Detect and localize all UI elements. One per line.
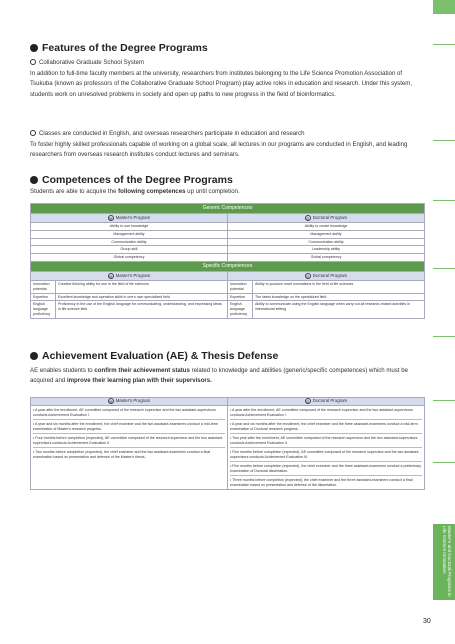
side-divider bbox=[433, 336, 455, 337]
features-paragraph-2: To foster highly skilled professionals capable of working on a global scale, all lectures in our programs are conducted in English, and leading researchers from overseas research institutes conduct lectures and seminars. bbox=[30, 141, 408, 159]
competences-table bbox=[30, 203, 425, 319]
section-achievement-title: Achievement Evaluation (AE) & Thesis Defense bbox=[30, 350, 278, 362]
side-divider bbox=[433, 44, 455, 45]
list-item: • Three months before completion (expected), the chief examiner and the three assistant-examiners conduct a final examination based on presentation and defense of the dissertation. bbox=[230, 477, 413, 487]
page-number: 30 bbox=[423, 618, 431, 625]
masters-evaluation-list bbox=[31, 406, 228, 490]
circle-bullet-icon bbox=[30, 59, 36, 65]
doctoral-header: D Doctoral Program bbox=[228, 213, 425, 222]
side-tab-label: Master's and Doctoral Programs in Life Science Innovation bbox=[433, 524, 455, 600]
masters-header: M Master's Program bbox=[31, 271, 228, 280]
doctoral-tag-icon: D bbox=[306, 273, 310, 279]
section-competences-title: Competences of the Degree Programs bbox=[30, 174, 233, 186]
circle-bullet-icon bbox=[30, 130, 36, 136]
features-subtitle-english: Classes are conducted in English, and overseas researchers participate in education and research bbox=[30, 129, 425, 139]
specific-row: Expertise Excellent knowledge and operation skills in one's own specialized field Expertise The latest knowledge on the specialized field bbox=[31, 293, 425, 301]
doctoral-tag-icon: D bbox=[306, 399, 310, 404]
specific-competences-header: Specific Competences bbox=[31, 262, 425, 272]
side-tab-marker bbox=[433, 0, 455, 14]
generic-row: Management ability Management ability bbox=[31, 230, 425, 238]
doctoral-tag-icon: D bbox=[306, 215, 310, 221]
competences-intro: Students are able to acquire the following competences up until completion. bbox=[30, 188, 240, 195]
side-divider bbox=[433, 462, 455, 463]
masters-header: M Master's Program bbox=[31, 398, 228, 406]
list-item: • Five months before completion (expected), the chief examiner and the three assistant-examiners conduct a preliminary examination of Doctoral dissertation. bbox=[230, 462, 422, 476]
side-divider bbox=[433, 140, 455, 141]
generic-row: Ability to use knowledge Ability to create knowledge bbox=[31, 222, 425, 230]
list-item: • A year and six months after the enrollment, the chief examiner and the three assistant-examiners conduct a mid-term examination of Doctoral research progress. bbox=[230, 420, 422, 434]
list-item: • A year after the enrollment, AE committee composed of the research supervisor and the two assistant-supervisors conducts Achievement Evaluation I. bbox=[33, 406, 225, 420]
achievement-table bbox=[30, 397, 425, 490]
masters-tag-icon: M bbox=[109, 399, 113, 404]
generic-row: Group skill Leadership ability bbox=[31, 246, 425, 254]
bullet-icon bbox=[30, 352, 38, 360]
bullet-icon bbox=[30, 44, 38, 52]
list-item: • Two months before completion (expected), the chief examiner and the two assistant-examiners conduct a final examination based on presentation and defense of the Master's thesis. bbox=[33, 449, 211, 459]
masters-tag-icon: M bbox=[109, 273, 113, 279]
list-item: • A year and six months after the enrollment, the chief examiner and the two assistant-examiners conduct a mid-term examination of Master's research progress. bbox=[33, 420, 225, 434]
list-item: • A year after the enrollment, AE committee composed of the research supervisor and the two assistant-supervisors conducts Achievement Evaluation I. bbox=[230, 406, 422, 420]
features-subtitle-collaborative: Collaborative Graduate School System bbox=[30, 58, 425, 68]
specific-row: Innovation potential Creative thinking ability for use in the field of life sciences Innovation potential Ability to produce novel innovations in the field of life sciences bbox=[31, 280, 425, 293]
specific-row: English language proficiency Proficiency in the use of the English language for communicating, understanding, and expressing ideas in life science field English language proficiency Ability to communicate using the English language when carry out all research-related activities in international setting bbox=[31, 301, 425, 319]
generic-row: Communication ability Communication ability bbox=[31, 238, 425, 246]
doctoral-evaluation-list bbox=[228, 406, 425, 490]
doctoral-header: D Doctoral Program bbox=[228, 398, 425, 406]
list-item: • Four months before completion (expected), AE committee composed of the research supervisor and the two assistant-supervisors conducts Achievement Evaluation II. bbox=[33, 434, 225, 448]
section-features-title: Features of the Degree Programs bbox=[30, 42, 208, 54]
bullet-icon bbox=[30, 176, 38, 184]
features-paragraph-1: In addition to full-time faculty members at the university, researchers from institutes belonging to the Life Science Promotion Association of Tsukuba (known as professors of the Collaborative Graduate School Program) play active roles in education and research. Under this system, students work on unresolved problems in society and open up paths to new progress in the field of bioinformatics. bbox=[30, 70, 413, 98]
side-divider bbox=[433, 400, 455, 401]
list-item: • Two year after the enrollment, AE committee composed of the research supervisor and the two assistant-supervisors conducts Achievement Evaluation II. bbox=[230, 434, 422, 448]
masters-header: M Master's Program bbox=[31, 213, 228, 222]
generic-competences-header: Generic Competences bbox=[31, 204, 425, 214]
doctoral-header: D Doctoral Program bbox=[228, 271, 425, 280]
side-divider bbox=[433, 200, 455, 201]
masters-tag-icon: M bbox=[109, 215, 113, 221]
achievement-intro: AE enables students to confirm their achievement status related to knowledge and abilities (generic/specific competences) which must be acquired and improve their learning plan with their supervisors. bbox=[30, 367, 409, 385]
list-item: • Five months before completion (expected), AE committee composed of the research supervisor and the two assistant-supervisors conducts Achievement Evaluation III. bbox=[230, 448, 422, 462]
side-divider bbox=[433, 268, 455, 269]
generic-row: Global competency Global competency bbox=[31, 254, 425, 262]
